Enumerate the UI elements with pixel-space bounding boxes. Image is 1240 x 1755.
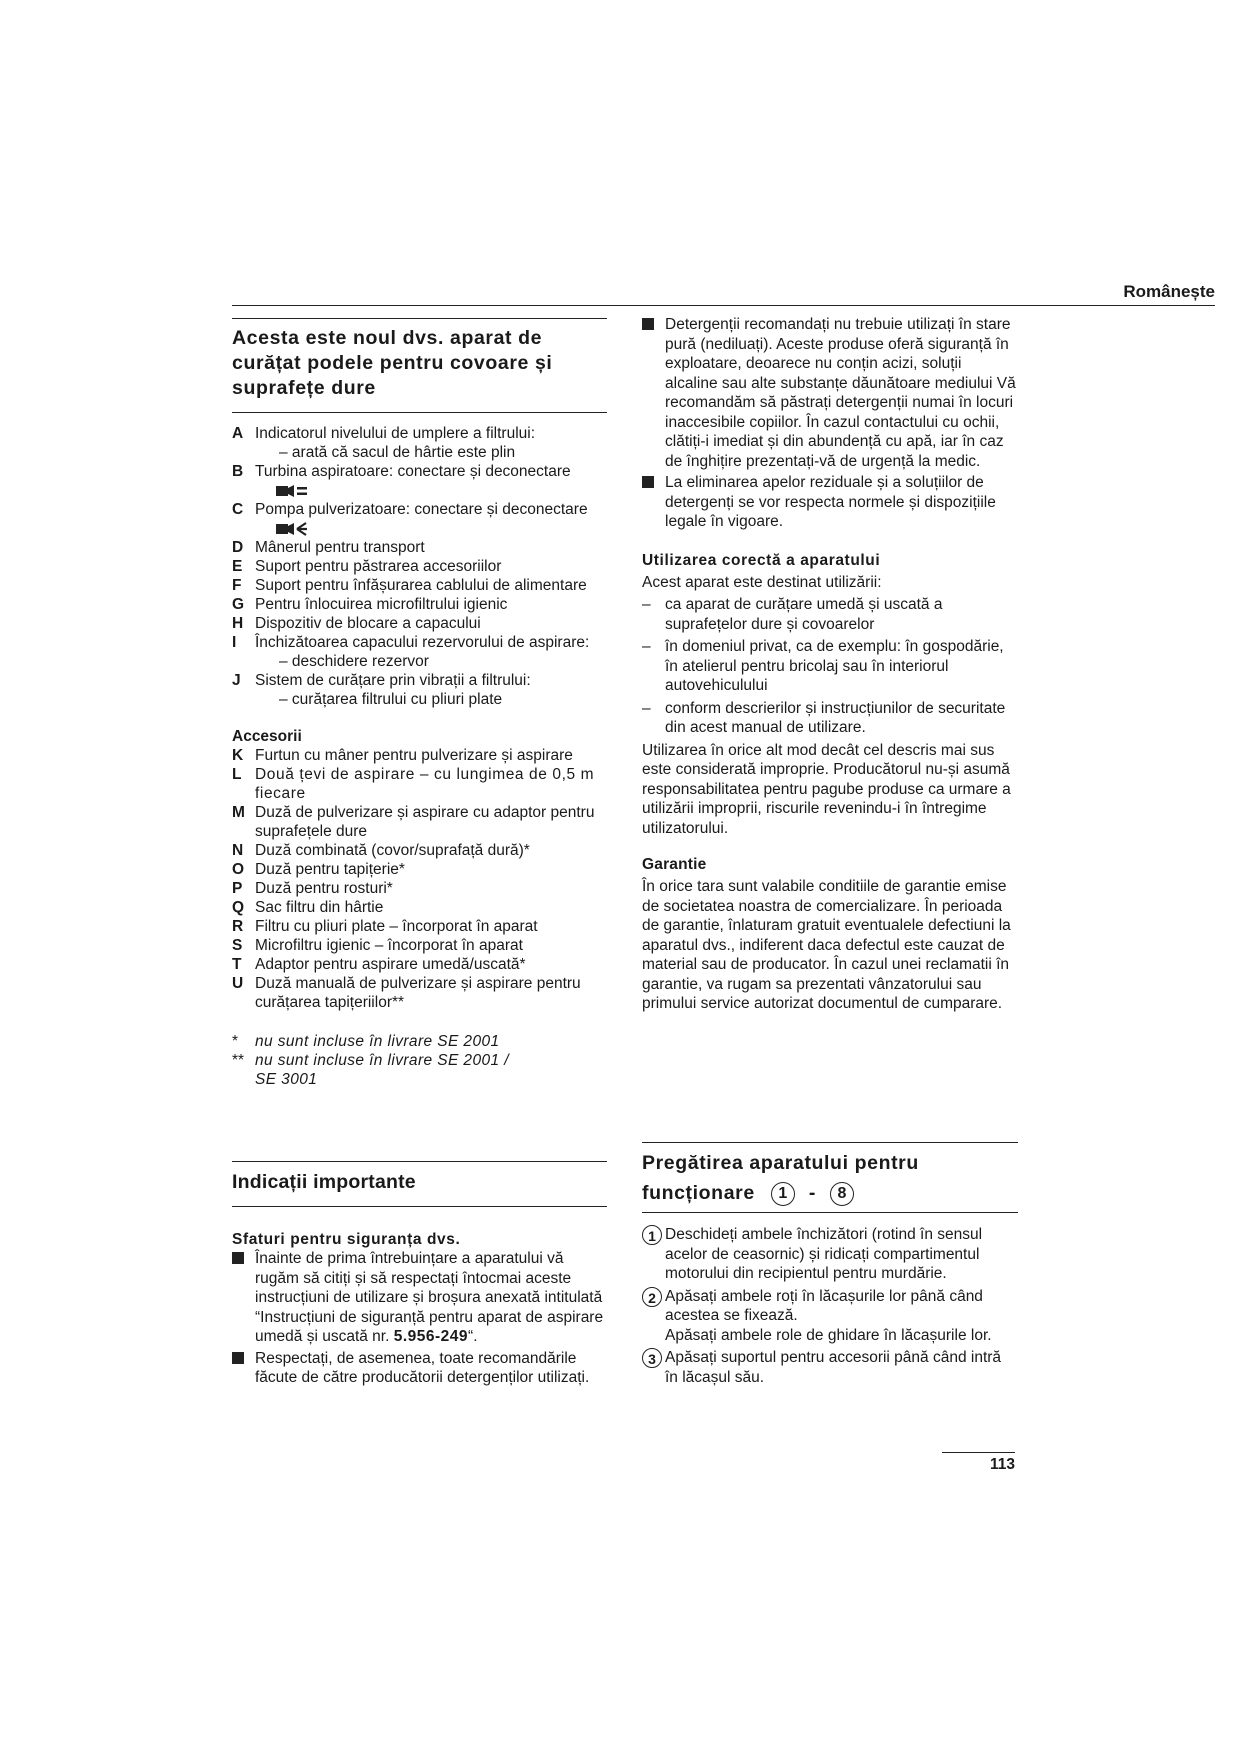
page-number-rule (942, 1452, 1015, 1453)
safety-heading: Sfaturi pentru siguranța dvs. (232, 1231, 461, 1248)
bullet-square-icon (642, 476, 654, 488)
page-number: 113 (989, 1456, 1015, 1473)
legend-text: Indicatorul nivelului de umplere a filtrului: (255, 425, 536, 442)
section-rule (232, 1161, 607, 1162)
legend-item (232, 557, 612, 576)
accessory-text: Microfiltru igienic – încorporat în aparat (255, 937, 523, 954)
accessory-key: L (232, 766, 242, 783)
bullet-square-icon (232, 1352, 244, 1364)
accessory-item (232, 936, 612, 955)
legend-item (232, 671, 612, 709)
legend-item (232, 462, 612, 500)
legend-key: A (232, 425, 244, 442)
legend-item (232, 595, 612, 614)
preparation-title-line1: Pregătirea aparatului pentru (642, 1152, 919, 1174)
usage-item-text: ca aparat de curățare umedă și uscată a suprafețelor dure și covoarelor (665, 596, 943, 633)
accessory-text: Sac filtru din hârtie (255, 899, 384, 916)
preparation-steps (642, 1225, 1018, 1390)
accessory-text: Furtun cu mâner pentru pulverizare și aspirare (255, 747, 573, 764)
legend-item (232, 614, 612, 633)
step-number-badge: 2 (642, 1287, 662, 1307)
legend-key: D (232, 539, 244, 556)
spray-pump-icon (275, 521, 309, 537)
legend-key: I (232, 634, 237, 651)
accessory-key: K (232, 747, 244, 764)
accessory-text: Filtru cu pliuri plate – încorporat în aparat (255, 918, 538, 935)
usage-item: – conform descrierilor și instrucțiunilor de securitate din acest manual de utilizare. (642, 699, 1018, 738)
header-rule (232, 305, 1215, 306)
accessory-key: M (232, 804, 245, 821)
legend-text: Închizătoarea capacului rezervorului de aspirare: (255, 634, 590, 651)
detergent-block (642, 315, 1018, 1014)
legend-key: E (232, 558, 243, 575)
legend-item (232, 538, 612, 557)
step-item (642, 1348, 1018, 1387)
accessory-text: Duză de pulverizare și aspirare cu adaptor pentru suprafețele dure (255, 804, 595, 840)
usage-heading: Utilizarea corectă a aparatului (642, 551, 881, 569)
footnote-text: nu sunt incluse în livrare SE 2001 (255, 1033, 500, 1050)
legend-key: H (232, 615, 244, 632)
step-text: Apăsați suportul pentru accesorii până când intră în lăcașul său. (665, 1349, 1002, 1386)
accessory-text: Duză manuală de pulverizare și aspirare pentru curățarea tapițeriilor** (255, 975, 581, 1011)
legend-subtext: – deschidere rezervor (279, 653, 429, 670)
step-text: Deschideți ambele închizători (rotind în sensul acelor de ceasornic) și ridicați compartimentul motorului din recipientul pentru murdărie. (665, 1226, 983, 1282)
accessory-key: R (232, 918, 244, 935)
safety-text: Înainte de prima întrebuințare a aparatului vă rugăm să citiți și să respectați întocmai aceste instrucțiuni de utilizare și broșura anexată intitulată “Instrucțiuni de siguranță pentru aparat de aspirare umedă și uscată nr. (255, 1250, 604, 1345)
detergent-text: Detergenții recomandați nu trebuie utilizați în stare pură (nediluați). Aceste produse oferă siguranță în exploatare, deoarece nu conțin acizi, soluții alcaline sau alte substanțe dăunătoare mediului Vă recomandăm să păstrați detergenții numai în locuri inaccesibile copiilor. În cazul contactului cu ochii, clătiți-i imediat și din abundență cu apă, iar în caz de înghițire prezentați-vă de urgență la medic. (665, 316, 1016, 470)
section-title-preparation (642, 1150, 1018, 1208)
accessory-item (232, 746, 612, 765)
bullet-square-icon (232, 1252, 244, 1264)
accessory-key: Q (232, 899, 245, 916)
legend-item (232, 500, 612, 538)
legend-item (232, 576, 612, 595)
accessory-item (232, 860, 612, 879)
section-rule (232, 318, 607, 319)
legend-text: Sistem de curățare prin vibrații a filtrului: (255, 672, 531, 689)
legend-key: F (232, 577, 242, 594)
footnote (232, 1051, 612, 1089)
safety-block (232, 1230, 607, 1390)
legend-text: Pentru înlocuirea microfiltrului igienic (255, 596, 508, 613)
accessory-key: U (232, 975, 244, 992)
section-title-device: Acesta este noul dvs. aparat de curățat podele pentru covoare și suprafețe dure (232, 327, 553, 399)
accessories-heading: Accesorii (232, 728, 302, 745)
legend-key: C (232, 501, 244, 518)
disposal-bullet (642, 473, 1018, 532)
step-subtext: Apăsați ambele role de ghidare în lăcașurile lor. (665, 1326, 992, 1344)
accessory-item (232, 898, 612, 917)
accessory-text: Duză pentru rosturi* (255, 880, 393, 897)
legend-text: Mânerul pentru transport (255, 539, 425, 556)
section-rule (232, 412, 607, 413)
legend-text: Suport pentru înfășurarea cablului de alimentare (255, 577, 587, 594)
step-number-badge: 1 (642, 1225, 662, 1245)
footnote-marker: ** (232, 1052, 245, 1069)
legend-key: J (232, 672, 241, 689)
safety-bullet (232, 1249, 607, 1347)
accessory-item (232, 765, 612, 803)
legend-item (232, 633, 612, 671)
step-number-badge: 3 (642, 1348, 662, 1368)
accessory-item (232, 879, 612, 898)
legend-key: B (232, 463, 244, 480)
footnote-text: nu sunt incluse în livrare SE 2001 / SE 3001 (255, 1052, 509, 1088)
usage-item-text: conform descrierilor și instrucțiunilor de securitate din acest manual de utilizare. (665, 699, 1006, 736)
legend-text: Dispozitiv de blocare a capacului (255, 615, 481, 632)
usage-outro: Utilizarea în orice alt mod decât cel descris mai sus este considerată improprie. Producătorul nu-și asumă responsabilitatea pentru pagube produse ca urmare a utilizării improprii, riscurile revenindu-i în întregime utilizatorului. (642, 741, 1011, 837)
accessory-key: T (232, 956, 242, 973)
preparation-title-word: funcționare (642, 1182, 755, 1204)
step-text: Apăsați ambele roți în lăcașurile lor până când acestea se fixează. (665, 1287, 983, 1324)
step-range-end-badge: 8 (830, 1182, 854, 1206)
usage-intro: Acest aparat este destinat utilizării: (642, 573, 882, 591)
accessory-key: N (232, 842, 244, 859)
accessory-item (232, 841, 612, 860)
accessory-text: Duză combinată (covor/suprafață dură)* (255, 842, 530, 859)
component-legend (232, 424, 612, 1089)
disposal-text: La eliminarea apelor reziduale și a soluțiilor de detergenți se vor respecta normele și dispozițiile legale în vigoare. (665, 474, 996, 530)
accessory-key: P (232, 880, 243, 897)
bullet-square-icon (642, 318, 654, 330)
accessory-text: Duză pentru tapițerie* (255, 861, 405, 878)
brochure-number: 5.956-249 (393, 1328, 469, 1345)
accessory-text: Două țevi de aspirare – cu lungimea de 0,5 m fiecare (255, 766, 595, 802)
legend-text: Turbina aspiratoare: conectare și deconectare (255, 463, 571, 480)
language-header: Românește (1123, 282, 1215, 301)
footnote-marker: * (232, 1033, 239, 1050)
detergent-bullet (642, 315, 1018, 471)
accessory-item (232, 803, 612, 841)
legend-subtext: – arată că sacul de hârtie este plin (279, 444, 516, 461)
warranty-text: În orice tara sunt valabile conditiile de garantie emise de societatea noastra de comercializare. În perioada de garantie, înlaturam gratuit eventualele defectiuni la aparatul dvs., indiferent daca defectul este cauzat de material sau de producator. În cazul unei reclamatii în garantie, va rugam sa prezentati vânzatorului sau primului service autorizat documentul de cumparare. (642, 878, 1011, 1012)
warranty-heading: Garantie (642, 856, 707, 873)
usage-item: – ca aparat de curățare umedă și uscată a suprafețelor dure și covoarelor (642, 595, 1018, 634)
accessory-item (232, 917, 612, 936)
usage-item-text: în domeniul privat, ca de exemplu: în gospodărie, în atelierul pentru bricolaj sau în interiorul autovehiculului (665, 638, 1004, 694)
footnote (232, 1032, 612, 1051)
legend-item (232, 424, 612, 462)
legend-key: G (232, 596, 245, 613)
legend-subtext: – curățarea filtrului cu pliuri plate (279, 691, 503, 708)
legend-text: Pompa pulverizatoare: conectare și deconectare (255, 501, 588, 518)
preparation-title-line2 (642, 1178, 1018, 1208)
legend-text: Suport pentru păstrarea accesoriilor (255, 558, 502, 575)
accessory-key: S (232, 937, 243, 954)
step-range-start-badge: 1 (771, 1182, 795, 1206)
step-range-separator: - (808, 1182, 816, 1204)
section-rule (642, 1212, 1018, 1213)
safety-bullet (232, 1349, 607, 1388)
accessory-item (232, 955, 612, 974)
safety-text-end: “. (468, 1328, 478, 1345)
section-rule (232, 1206, 607, 1207)
usage-item: – în domeniul privat, ca de exemplu: în gospodărie, în atelierul pentru bricolaj sau în interiorul autovehiculului (642, 637, 1018, 696)
step-item (642, 1225, 1018, 1284)
accessory-text: Adaptor pentru aspirare umedă/uscată* (255, 956, 526, 973)
step-item (642, 1287, 1018, 1346)
safety-text: Respectați, de asemenea, toate recomandările făcute de către producătorii detergenților utilizați. (255, 1349, 590, 1386)
accessory-item (232, 974, 612, 1012)
suction-turbine-icon (275, 483, 309, 499)
section-title-important: Indicații importante (232, 1171, 416, 1193)
accessory-key: O (232, 861, 245, 878)
section-rule (642, 1142, 1018, 1143)
